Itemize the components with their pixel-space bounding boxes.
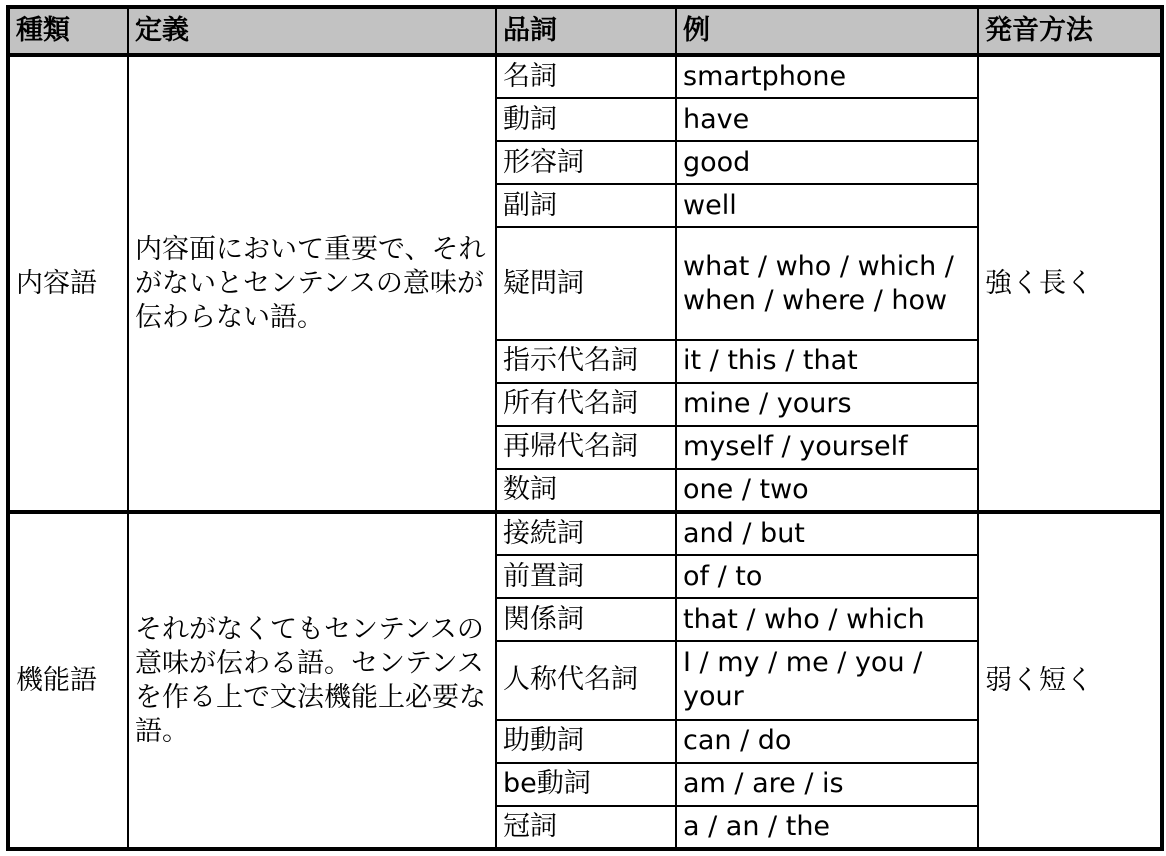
example-cell: what / who / which / when / where / how — [676, 227, 978, 339]
pos-cell: 形容詞 — [496, 141, 676, 184]
example-cell: smartphone — [676, 55, 978, 98]
pos-cell: 所有代名詞 — [496, 383, 676, 426]
pos-cell: 接続詞 — [496, 512, 676, 555]
example-cell: that / who / which — [676, 598, 978, 641]
type-cell-content-words: 内容語 — [8, 55, 128, 512]
header-row — [8, 7, 1162, 55]
pos-cell: 再帰代名詞 — [496, 426, 676, 469]
definition-cell-function-words: それがなくてもセンテンスの意味が伝わる語。センテンスを作る上で文法機能上必要な語。 — [128, 512, 496, 849]
table-row — [8, 55, 1162, 98]
example-cell: good — [676, 141, 978, 184]
example-cell: well — [676, 184, 978, 227]
pos-cell: be動詞 — [496, 763, 676, 806]
type-cell-function-words: 機能語 — [8, 512, 128, 849]
example-cell: and / but — [676, 512, 978, 555]
example-cell: a / an / the — [676, 806, 978, 849]
example-cell: mine / yours — [676, 383, 978, 426]
pos-cell: 助動詞 — [496, 720, 676, 763]
pos-cell: 指示代名詞 — [496, 340, 676, 383]
header-definition: 定義 — [128, 7, 496, 55]
pos-cell: 名詞 — [496, 55, 676, 98]
header-type: 種類 — [8, 7, 128, 55]
example-cell: can / do — [676, 720, 978, 763]
example-cell: am / are / is — [676, 763, 978, 806]
pos-cell: 前置詞 — [496, 555, 676, 598]
example-cell: I / my / me / you / your — [676, 641, 978, 719]
pos-cell: 冠詞 — [496, 806, 676, 849]
header-part-of-speech: 品詞 — [496, 7, 676, 55]
pronunciation-cell-function-words: 弱く短く — [978, 512, 1162, 849]
pos-cell: 人称代名詞 — [496, 641, 676, 719]
word-type-table — [6, 5, 1164, 851]
example-cell: of / to — [676, 555, 978, 598]
definition-cell-content-words: 内容面において重要で、それがないとセンテンスの意味が伝わらない語。 — [128, 55, 496, 512]
header-example: 例 — [676, 7, 978, 55]
example-cell: one / two — [676, 469, 978, 512]
header-pronunciation: 発音方法 — [978, 7, 1162, 55]
table-row — [8, 512, 1162, 555]
pos-cell: 関係詞 — [496, 598, 676, 641]
example-cell: myself / yourself — [676, 426, 978, 469]
pos-cell: 動詞 — [496, 98, 676, 141]
pos-cell: 数詞 — [496, 469, 676, 512]
example-cell: have — [676, 98, 978, 141]
pronunciation-cell-content-words: 強く長く — [978, 55, 1162, 512]
example-cell: it / this / that — [676, 340, 978, 383]
pos-cell: 疑問詞 — [496, 227, 676, 339]
pos-cell: 副詞 — [496, 184, 676, 227]
